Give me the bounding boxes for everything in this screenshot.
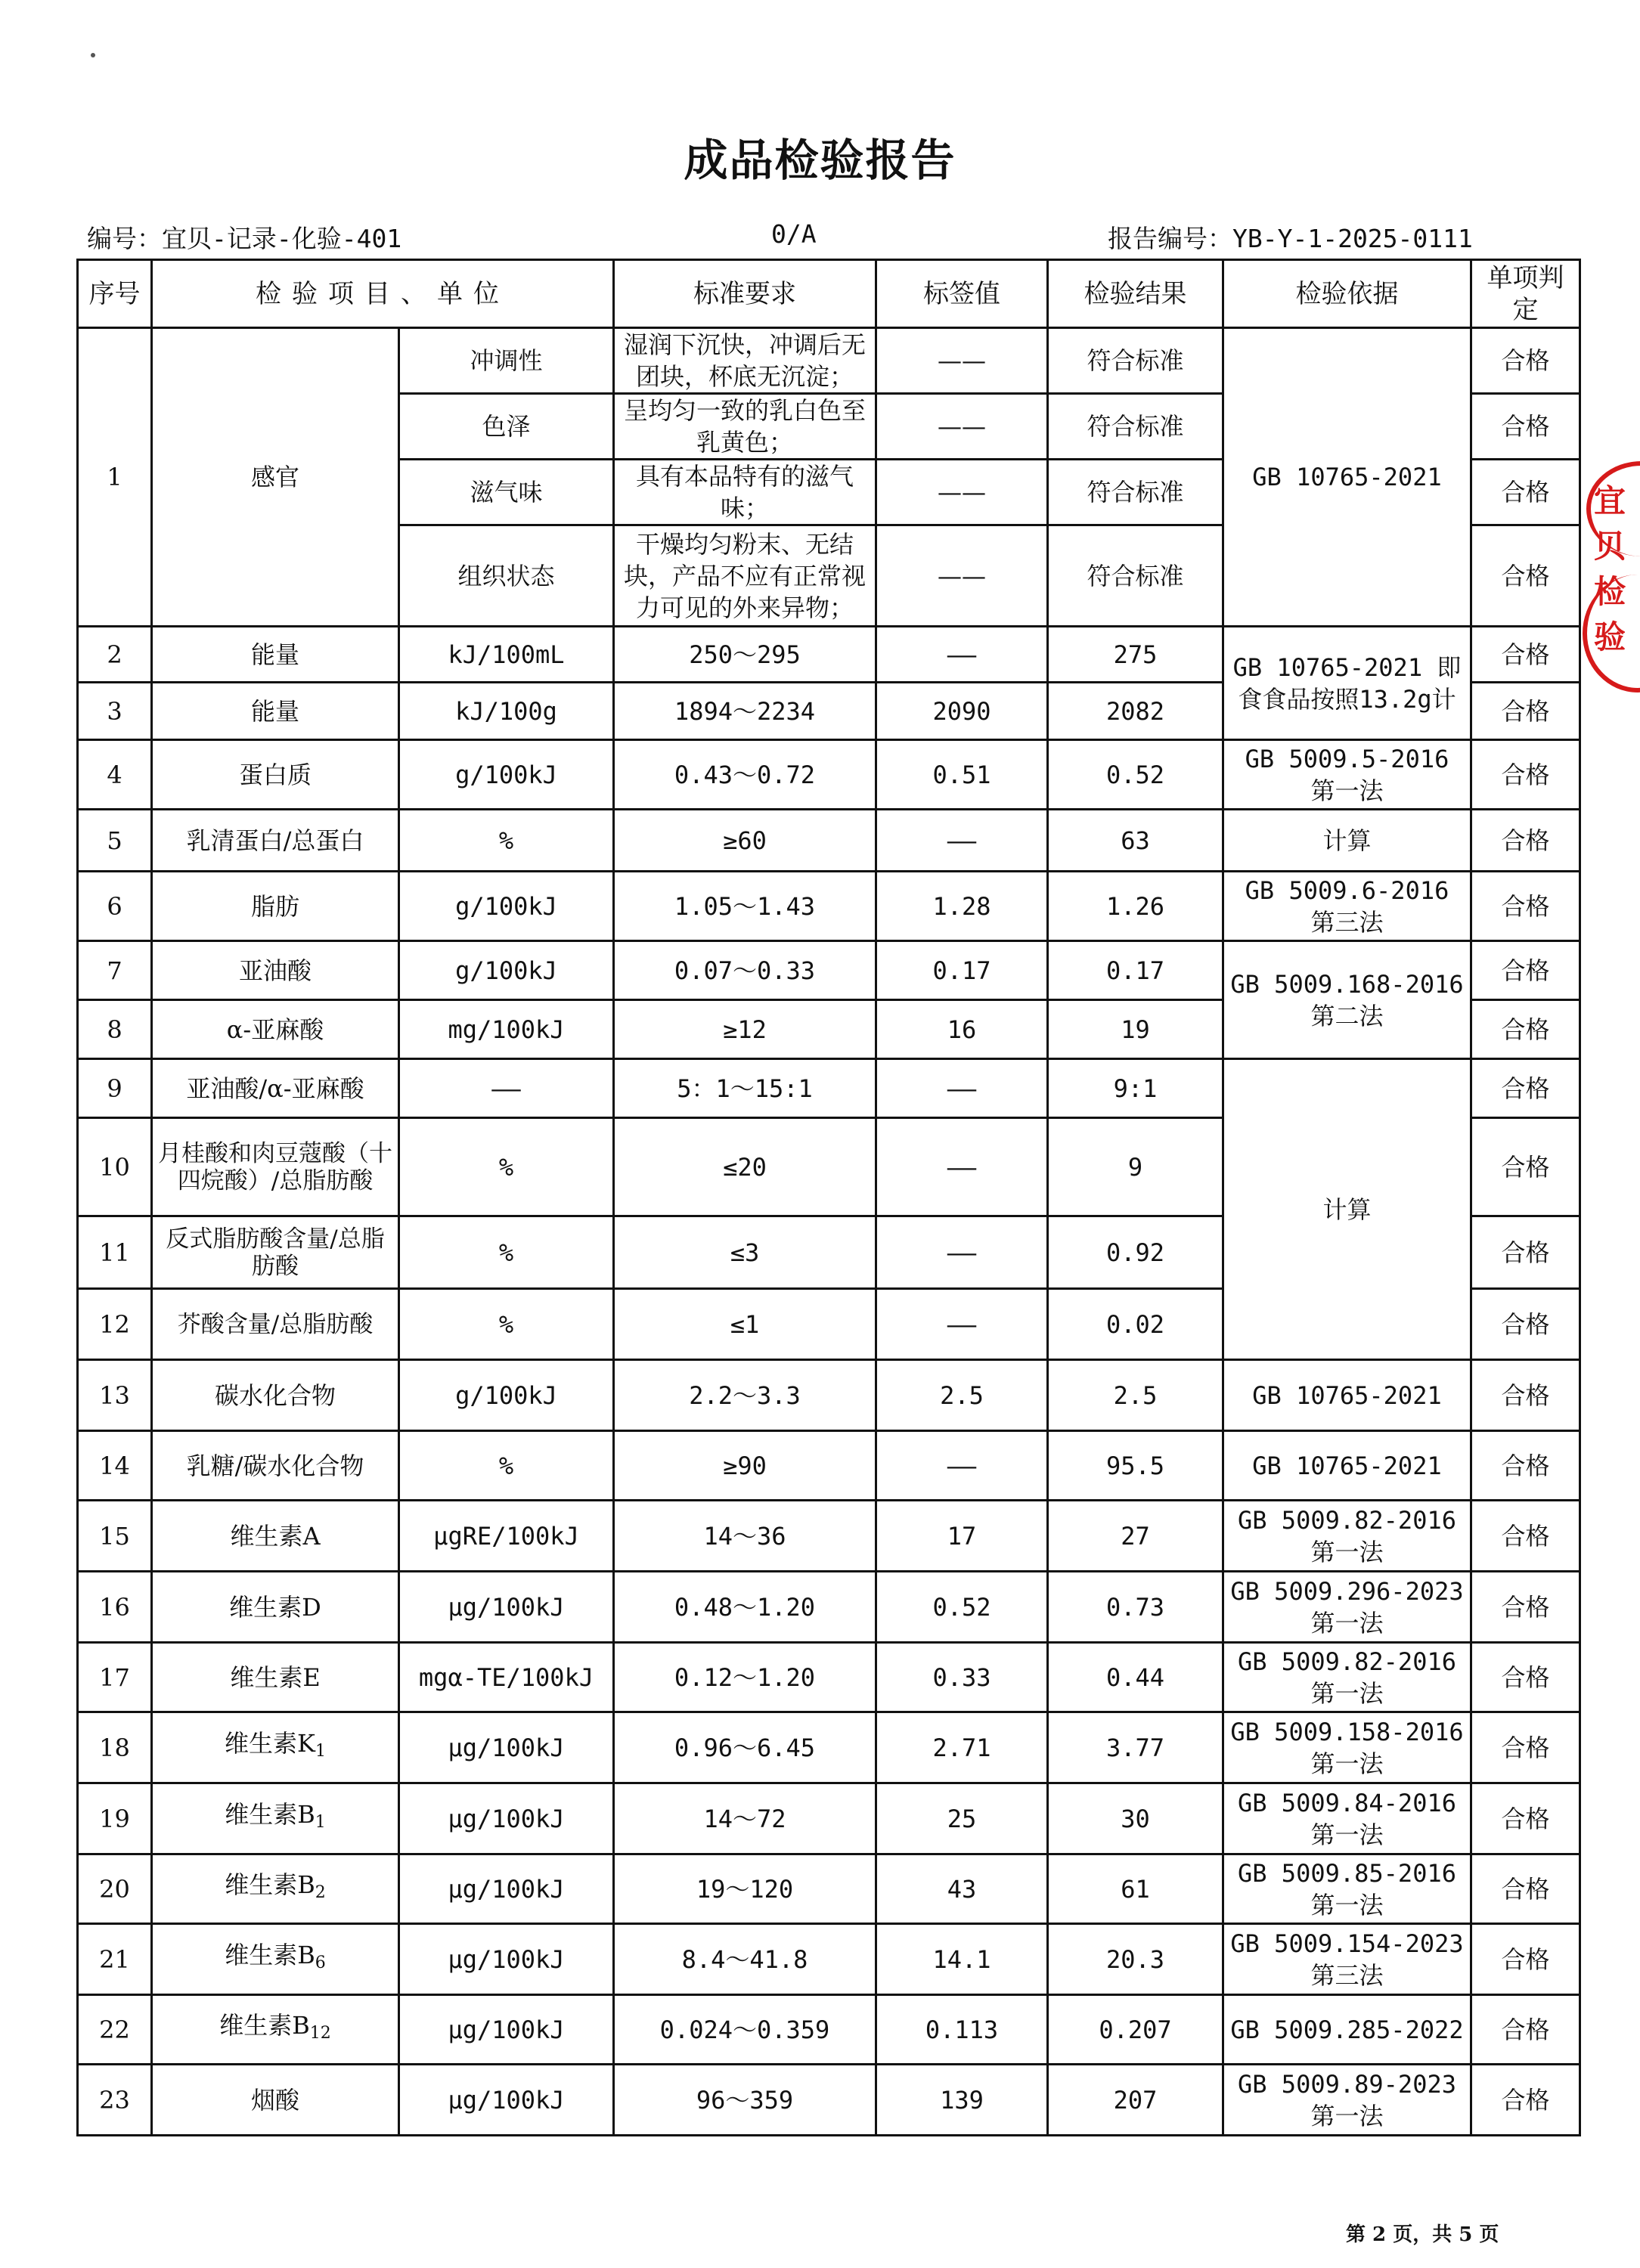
judgement: 合格	[1471, 627, 1580, 683]
standard-requirement: 呈均匀一致的乳白色至乳黄色；	[614, 394, 876, 460]
item-name	[152, 1118, 399, 1216]
col-header-judgement: 单项判定	[1471, 260, 1580, 328]
row-number: 4	[78, 740, 152, 810]
item-name-subscript: 1	[315, 1742, 326, 1761]
sub-item-name: 组织状态	[399, 525, 614, 627]
sub-item-name: 滋气味	[399, 460, 614, 525]
item-name-text: 维生素B	[219, 2011, 310, 2040]
col-header-basis: 检验依据	[1223, 260, 1471, 328]
item-name	[152, 1289, 399, 1360]
report-title: 成品检验报告	[684, 135, 956, 186]
item-name	[152, 1712, 399, 1783]
sub-item-name: 冲调性	[399, 328, 614, 394]
judgement: 合格	[1471, 1572, 1580, 1643]
label-value: ——	[876, 328, 1048, 394]
judgement: 合格	[1471, 460, 1580, 525]
label-value: 1.28	[876, 872, 1048, 941]
test-basis: 计算	[1223, 810, 1471, 872]
standard-requirement: ≥60	[614, 810, 876, 872]
doc-version: 0/A	[771, 219, 817, 249]
unit: %	[399, 1118, 614, 1216]
item-name-text: 能量	[250, 696, 299, 726]
table-row	[78, 1643, 1580, 1712]
test-result: 0.207	[1048, 1995, 1223, 2065]
label-value: 17	[876, 1501, 1048, 1572]
judgement: 合格	[1471, 2065, 1580, 2136]
test-result: 0.92	[1048, 1216, 1223, 1289]
test-basis: GB 10765-2021	[1223, 1431, 1471, 1501]
item-name-text: 维生素D	[229, 1592, 321, 1622]
table-row	[78, 1360, 1580, 1431]
table-row	[78, 1431, 1580, 1501]
row-number: 8	[78, 1000, 152, 1059]
standard-requirement: 2.2～3.3	[614, 1360, 876, 1431]
unit: %	[399, 1289, 614, 1360]
unit: g/100kJ	[399, 1360, 614, 1431]
test-result: 27	[1048, 1501, 1223, 1572]
test-result: 95.5	[1048, 1431, 1223, 1501]
standard-requirement: 0.48～1.20	[614, 1572, 876, 1643]
item-name	[152, 627, 399, 683]
test-result: 0.17	[1048, 941, 1223, 1000]
standard-requirement: 250～295	[614, 627, 876, 683]
judgement: 合格	[1471, 1643, 1580, 1712]
standard-requirement: 19～120	[614, 1854, 876, 1924]
standard-requirement: ≤3	[614, 1216, 876, 1289]
label-value: ——	[876, 810, 1048, 872]
unit: kJ/100mL	[399, 627, 614, 683]
test-basis: GB 5009.296-2023 第一法	[1223, 1572, 1471, 1643]
standard-requirement: 5：1～15:1	[614, 1059, 876, 1118]
col-header-no: 序号	[78, 260, 152, 328]
test-result: 0.73	[1048, 1572, 1223, 1643]
test-basis: GB 10765-2021	[1223, 1360, 1471, 1431]
col-header-standard: 标准要求	[614, 260, 876, 328]
item-name	[152, 810, 399, 872]
judgement: 合格	[1471, 394, 1580, 460]
unit: %	[399, 1431, 614, 1501]
standard-requirement: 14～72	[614, 1783, 876, 1854]
row-number: 16	[78, 1572, 152, 1643]
item-name	[152, 1216, 399, 1289]
test-basis: GB 5009.82-2016 第一法	[1223, 1643, 1471, 1712]
judgement: 合格	[1471, 941, 1580, 1000]
label-value: ——	[876, 1118, 1048, 1216]
table-row	[78, 1501, 1580, 1572]
report-number: 报告编号：YB-Y-1-2025-0111	[1108, 224, 1473, 253]
item-name-text: 反式脂肪酸含量/总脂肪酸	[166, 1225, 385, 1280]
test-basis: GB 5009.154-2023 第三法	[1223, 1924, 1471, 1995]
row-number: 13	[78, 1360, 152, 1431]
table-row	[78, 810, 1580, 872]
test-result: 9:1	[1048, 1059, 1223, 1118]
item-name-text: 维生素E	[230, 1662, 321, 1692]
label-value: 0.113	[876, 1995, 1048, 2065]
scan-dot	[91, 53, 95, 57]
unit: %	[399, 810, 614, 872]
test-result: 0.52	[1048, 740, 1223, 810]
test-result: 2082	[1048, 683, 1223, 740]
row-number: 15	[78, 1501, 152, 1572]
unit: μg/100kJ	[399, 2065, 614, 2136]
label-value: ——	[876, 1216, 1048, 1289]
test-result: 符合标准	[1048, 525, 1223, 627]
item-name-text: 乳糖/碳水化合物	[186, 1451, 364, 1480]
item-name-text: 碳水化合物	[214, 1380, 336, 1410]
row-number: 10	[78, 1118, 152, 1216]
item-name	[152, 2065, 399, 2136]
unit: mgα-TE/100kJ	[399, 1643, 614, 1712]
standard-requirement: 湿润下沉快，冲调后无团块，杯底无沉淀；	[614, 328, 876, 394]
judgement: 合格	[1471, 1924, 1580, 1995]
judgement: 合格	[1471, 1854, 1580, 1924]
label-value: 2.71	[876, 1712, 1048, 1783]
doc-number: 编号：宜贝-记录-化验-401	[87, 224, 402, 253]
table-row	[78, 1059, 1580, 1118]
standard-requirement: 具有本品特有的滋气味；	[614, 460, 876, 525]
label-value: 2.5	[876, 1360, 1048, 1431]
item-name	[152, 1783, 399, 1854]
label-value: 43	[876, 1854, 1048, 1924]
row-number: 6	[78, 872, 152, 941]
standard-requirement: 干燥均匀粉末、无结块，产品不应有正常视力可见的外来异物；	[614, 525, 876, 627]
test-basis: GB 10765-2021 即食食品按照13.2g计	[1223, 627, 1471, 740]
item-name-text: 亚油酸/α-亚麻酸	[186, 1074, 364, 1103]
standard-requirement: 0.024～0.359	[614, 1995, 876, 2065]
row-number: 23	[78, 2065, 152, 2136]
test-result: 1.26	[1048, 872, 1223, 941]
table-row	[78, 1924, 1580, 1995]
row-number: 12	[78, 1289, 152, 1360]
label-value: ——	[876, 525, 1048, 627]
standard-requirement: ≤1	[614, 1289, 876, 1360]
unit: μg/100kJ	[399, 1783, 614, 1854]
stamp-text: 宜贝 检验	[1594, 482, 1626, 655]
item-name: 感官	[152, 328, 399, 627]
standard-requirement: 8.4～41.8	[614, 1924, 876, 1995]
item-name-text: 乳清蛋白/总蛋白	[186, 826, 364, 855]
test-result: 63	[1048, 810, 1223, 872]
unit: kJ/100g	[399, 683, 614, 740]
unit: μg/100kJ	[399, 1854, 614, 1924]
row-number: 17	[78, 1643, 152, 1712]
item-name	[152, 1643, 399, 1712]
col-header-result: 检验结果	[1048, 260, 1223, 328]
standard-requirement: 0.12～1.20	[614, 1643, 876, 1712]
item-name	[152, 872, 399, 941]
test-result: 61	[1048, 1854, 1223, 1924]
label-value: ——	[876, 1289, 1048, 1360]
item-name-subscript: 2	[315, 1883, 326, 1902]
item-name	[152, 1000, 399, 1059]
test-result: 0.02	[1048, 1289, 1223, 1360]
test-result: 207	[1048, 2065, 1223, 2136]
label-value: 25	[876, 1783, 1048, 1854]
table-row	[78, 872, 1580, 941]
test-basis: GB 5009.158-2016 第一法	[1223, 1712, 1471, 1783]
label-value: 0.51	[876, 740, 1048, 810]
test-result: 3.77	[1048, 1712, 1223, 1783]
label-value: ——	[876, 627, 1048, 683]
item-name-text: 月桂酸和肉豆蔻酸（十四烷酸）/总脂肪酸	[158, 1139, 392, 1194]
table-row	[78, 1572, 1580, 1643]
unit: g/100kJ	[399, 872, 614, 941]
label-value: 0.33	[876, 1643, 1048, 1712]
test-basis: GB 5009.5-2016 第一法	[1223, 740, 1471, 810]
label-value: ——	[876, 394, 1048, 460]
item-name-subscript: 12	[309, 2024, 331, 2043]
item-name-text: 能量	[250, 640, 299, 669]
test-result: 30	[1048, 1783, 1223, 1854]
judgement: 合格	[1471, 1783, 1580, 1854]
item-name	[152, 683, 399, 740]
judgement: 合格	[1471, 683, 1580, 740]
page-footer: 第 2 页，共 5 页	[1346, 2223, 1499, 2246]
row-number: 1	[78, 328, 152, 627]
test-result: 0.44	[1048, 1643, 1223, 1712]
table-row	[78, 941, 1580, 1000]
unit: ——	[399, 1059, 614, 1118]
unit: μg/100kJ	[399, 1995, 614, 2065]
item-name-text: α-亚麻酸	[226, 1015, 324, 1044]
item-name-text: 维生素B	[225, 1800, 315, 1829]
row-number: 7	[78, 941, 152, 1000]
table-row	[78, 1712, 1580, 1783]
standard-requirement: 0.96～6.45	[614, 1712, 876, 1783]
judgement: 合格	[1471, 328, 1580, 394]
test-basis: GB 5009.168-2016 第二法	[1223, 941, 1471, 1059]
item-name	[152, 1501, 399, 1572]
item-name-text: 维生素K	[225, 1729, 315, 1758]
item-name	[152, 740, 399, 810]
test-basis: GB 10765-2021	[1223, 328, 1471, 627]
standard-requirement: 0.43～0.72	[614, 740, 876, 810]
table-row	[78, 1783, 1580, 1854]
item-name	[152, 941, 399, 1000]
test-result: 符合标准	[1048, 460, 1223, 525]
item-name-text: 脂肪	[250, 891, 299, 921]
item-name-text: 维生素B	[225, 1941, 315, 1969]
item-name-text: 维生素B	[225, 1870, 315, 1899]
standard-requirement: ≤20	[614, 1118, 876, 1216]
unit: μgRE/100kJ	[399, 1501, 614, 1572]
row-number: 20	[78, 1854, 152, 1924]
row-number: 3	[78, 683, 152, 740]
table-row	[78, 2065, 1580, 2136]
test-result: 275	[1048, 627, 1223, 683]
table-row	[78, 1854, 1580, 1924]
label-value: 0.52	[876, 1572, 1048, 1643]
item-name	[152, 1059, 399, 1118]
test-result: 19	[1048, 1000, 1223, 1059]
test-basis: GB 5009.89-2023 第一法	[1223, 2065, 1471, 2136]
table-row	[78, 627, 1580, 683]
test-basis: GB 5009.84-2016 第一法	[1223, 1783, 1471, 1854]
judgement: 合格	[1471, 1995, 1580, 2065]
standard-requirement: ≥12	[614, 1000, 876, 1059]
row-number: 2	[78, 627, 152, 683]
judgement: 合格	[1471, 1501, 1580, 1572]
standard-requirement: 0.07～0.33	[614, 941, 876, 1000]
unit: %	[399, 1216, 614, 1289]
col-header-label: 标签值	[876, 260, 1048, 328]
judgement: 合格	[1471, 872, 1580, 941]
test-basis: GB 5009.285-2022	[1223, 1995, 1471, 2065]
row-number: 19	[78, 1783, 152, 1854]
judgement: 合格	[1471, 1360, 1580, 1431]
judgement: 合格	[1471, 525, 1580, 627]
row-number: 11	[78, 1216, 152, 1289]
item-name	[152, 1854, 399, 1924]
label-value: ——	[876, 1059, 1048, 1118]
row-number: 21	[78, 1924, 152, 1995]
label-value: 14.1	[876, 1924, 1048, 1995]
row-number: 22	[78, 1995, 152, 2065]
unit: μg/100kJ	[399, 1572, 614, 1643]
inspection-table	[76, 259, 1581, 2136]
label-value: 2090	[876, 683, 1048, 740]
red-stamp	[1579, 461, 1640, 688]
row-number: 5	[78, 810, 152, 872]
test-basis: GB 5009.6-2016 第三法	[1223, 872, 1471, 941]
row-number: 18	[78, 1712, 152, 1783]
standard-requirement: 96～359	[614, 2065, 876, 2136]
label-value: ——	[876, 1431, 1048, 1501]
label-value: 0.17	[876, 941, 1048, 1000]
item-name	[152, 1431, 399, 1501]
item-name	[152, 1572, 399, 1643]
table-row	[78, 740, 1580, 810]
standard-requirement: 1.05～1.43	[614, 872, 876, 941]
unit: mg/100kJ	[399, 1000, 614, 1059]
item-name-text: 烟酸	[250, 2085, 299, 2115]
test-basis: GB 5009.82-2016 第一法	[1223, 1501, 1471, 1572]
standard-requirement: 1894～2234	[614, 683, 876, 740]
row-number: 14	[78, 1431, 152, 1501]
item-name-text: 维生素A	[230, 1521, 321, 1551]
judgement: 合格	[1471, 1000, 1580, 1059]
judgement: 合格	[1471, 740, 1580, 810]
test-basis: 计算	[1223, 1059, 1471, 1360]
col-header-item: 检验项目、单位	[152, 260, 614, 328]
test-result: 9	[1048, 1118, 1223, 1216]
item-name-text: 亚油酸	[238, 956, 312, 985]
sub-item-name: 色泽	[399, 394, 614, 460]
test-result: 2.5	[1048, 1360, 1223, 1431]
test-basis: GB 5009.85-2016 第一法	[1223, 1854, 1471, 1924]
item-name-subscript: 1	[315, 1813, 326, 1832]
judgement: 合格	[1471, 1431, 1580, 1501]
judgement: 合格	[1471, 1289, 1580, 1360]
judgement: 合格	[1471, 1712, 1580, 1783]
item-name-text: 蛋白质	[238, 760, 312, 789]
item-name	[152, 1995, 399, 2065]
item-name	[152, 1924, 399, 1995]
standard-requirement: ≥90	[614, 1431, 876, 1501]
label-value: ——	[876, 460, 1048, 525]
table-row	[78, 1995, 1580, 2065]
item-name-text: 芥酸含量/总脂肪酸	[177, 1310, 374, 1338]
row-number: 9	[78, 1059, 152, 1118]
judgement: 合格	[1471, 1216, 1580, 1289]
test-result: 20.3	[1048, 1924, 1223, 1995]
label-value: 16	[876, 1000, 1048, 1059]
judgement: 合格	[1471, 1059, 1580, 1118]
unit: g/100kJ	[399, 740, 614, 810]
judgement: 合格	[1471, 810, 1580, 872]
item-name	[152, 1360, 399, 1431]
unit: g/100kJ	[399, 941, 614, 1000]
test-result: 符合标准	[1048, 394, 1223, 460]
item-name-subscript: 6	[315, 1954, 326, 1972]
standard-requirement: 14～36	[614, 1501, 876, 1572]
test-result: 符合标准	[1048, 328, 1223, 394]
table-row	[78, 328, 1580, 394]
unit: μg/100kJ	[399, 1712, 614, 1783]
judgement: 合格	[1471, 1118, 1580, 1216]
unit: μg/100kJ	[399, 1924, 614, 1995]
label-value: 139	[876, 2065, 1048, 2136]
table-header-row	[78, 260, 1580, 328]
